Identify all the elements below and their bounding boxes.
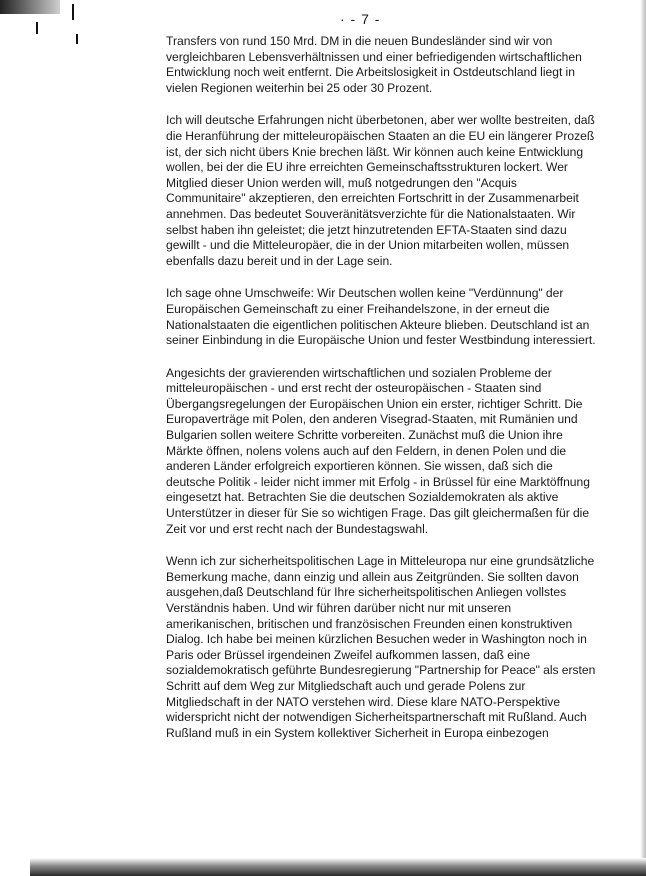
paragraph: Ich sage ohne Umschweife: Wir Deutschen wollen keine "Verdünnung" der Europäischen Gemeinschaft zu einer Freihandelszone, in der erneut die Nationalstaaten die eigentlichen politischen Akteure blieben. Deutschland ist an seiner Einbindung in die Europäische Union und fester Westbindung interessiert.: [166, 286, 596, 348]
scan-edge-top: [0, 0, 60, 14]
scan-mark: [36, 22, 38, 34]
paragraph: Transfers von rund 150 Mrd. DM in die neuen Bundesländer sind wir von vergleichbaren Lebensverhältnissen und einer befriedigenden wirtschaftlichen Entwicklung noch weit entfernt. Die Arbeitslosigkeit in Ostdeutschland liegt in vielen Regionen weiterhin bei 25 oder 30 Prozent.: [166, 34, 582, 95]
scan-mark: [76, 34, 78, 44]
document-body: [166, 34, 598, 758]
scan-mark: [72, 4, 74, 20]
paragraph: Wenn ich zur sicherheitspolitischen Lage in Mitteleuropa nur eine grundsätzliche Bemerkung mache, dann einzig und allein aus Zeitgründen. Sie sollten davon ausgehen,daß Deutschland für Ihre sicherheitspolitischen Anliegen vollstes Verständnis haben. Und wir führen darüber nicht nur mit unseren amerikanischen, britischen und französischen Freunden einen konstruktiven Dialog. Ich habe bei meinen kürzlichen Besuchen weder in Washington noch in Paris oder Brüssel irgendeinen Zweifel aufkommen lassen, daß eine sozialdemokratisch geführte Bundesregierung "Partnership for Peace" als ersten Schritt auf dem Weg zur Mitgliedschaft auch und gerade Polens zur Mitgliedschaft in der NATO verstehen wird. Diese klare NATO-Perspektive widerspricht nicht der notwendigen Sicherheitspartnerschaft mit Rußland. Auch Rußland muß in ein System kollektiver Sicherheit in Europa einbezogen: [166, 554, 596, 740]
page-number: · - 7 -: [340, 11, 381, 27]
scan-edge-right: [640, 0, 646, 876]
scan-edge-bottom: [30, 858, 646, 876]
paragraph: Angesichts der gravierenden wirtschaftlichen und sozialen Probleme der mitteleuropäischen - und erst recht der osteuropäischen - Staaten sind Übergangsregelungen der Europäischen Union ein erster, richtiger Schritt. Die Europaverträge mit Polen, den anderen Visegrad-Staaten, mit Rumänien und Bulgarien sollen weitere Schritte vorbereiten. Zunächst muß die Union ihre Märkte öffnen, nolens volens auch auf den Feldern, in denen Polen und die anderen Länder erfolgreich exportieren können. Sie wissen, daß sich die deutsche Politik - leider nicht immer mit Erfolg - in Brüssel für eine Marktöffnung eingesetzt hat. Betrachten Sie die deutschen Sozialdemokraten als aktive Unterstützer in dieser für Sie so wichtigen Frage. Das gilt gleichermaßen für die Zeit vor und erst recht nach der Bundestagswahl.: [166, 365, 590, 536]
paragraph: Ich will deutsche Erfahrungen nicht überbetonen, aber wer wollte bestreiten, daß die Heranführung der mitteleuropäischen Staaten an die EU ein längerer Prozeß ist, der sich nicht übers Knie brechen läßt. Wir können auch keine Entwicklung wollen, bei der die EU ihre erreichten Gemeinschaftsstrukturen lockert. Wer Mitglied dieser Union werden will, muß notgedrungen den "Acquis Communitaire" akzeptieren, den erreichten Fortschritt in der Zusammenarbeit annehmen. Das bedeutet Souveränitätsverzichte für die Nationalstaaten. Wir selbst haben ihn geleistet; die jetzt hinzutretenden EFTA-Staaten sind dazu gewillt - und die Mitteleuropäer, die in der Union mitarbeiten wollen, müssen ebenfalls dazu bereit und in der Lage sein.: [166, 113, 595, 268]
